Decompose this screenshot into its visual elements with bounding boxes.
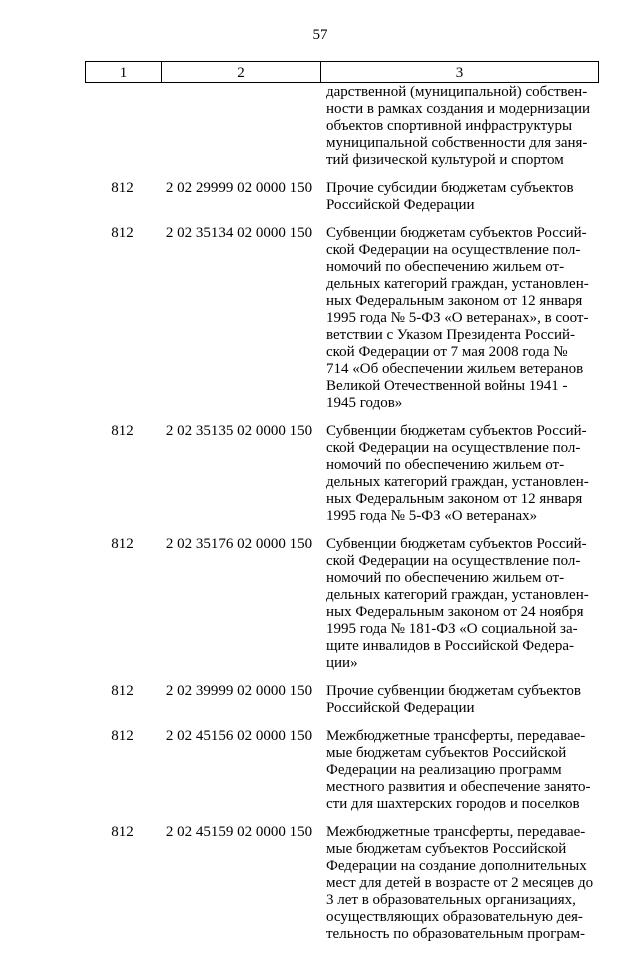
table-row (85, 728, 599, 813)
header-row (86, 62, 599, 83)
description-cell: Субвенции бюджетам субъектов Россий- ской Федерации на осуществление пол- номочий по обеспечению жильем от- дельных категорий граждан, установлен- ных Федеральным законом от 12 января 1995 года № 5-ФЗ «О ветеранах», в соот- ветствии с Указом Президента Россий- ской Федерации от 7 мая 2008 года № 714 «Об обеспечении жильем ветеранов Великой Отечественной войны 1941 - 1945 годов» (326, 225, 589, 411)
budget-code-cell: 2 02 35176 02 0000 150 (165, 536, 313, 552)
budget-code-cell: 2 02 29999 02 0000 150 (165, 180, 313, 196)
admin-code-cell: 812 (111, 225, 134, 241)
header-col-3: 3 (321, 62, 599, 83)
description-cell: Межбюджетные трансферты, передавае- мые бюджетам субъектов Российской Федерации на создание дополнительных мест для детей в возрасте от 2 месяцев до 3 лет в образовательных организациях, осуществляющих образовательную дея- тельность по образовательным програм- (326, 824, 594, 942)
table-row (85, 84, 599, 169)
description-cell: дарственной (муниципальной) собствен- ности в рамках создания и модернизации объектов спортивной инфраструктуры муниципальной собственности для заня- тий физической культурой и спортом (326, 84, 590, 168)
table-body (85, 84, 599, 954)
admin-code-cell: 812 (111, 423, 134, 439)
admin-code-cell: 812 (111, 536, 134, 552)
description-cell: Прочие субсидии бюджетам субъектов Российской Федерации (326, 180, 574, 213)
table-row (85, 225, 599, 412)
table-row (85, 824, 599, 943)
table-row (85, 180, 599, 214)
table-row (85, 423, 599, 525)
description-cell: Субвенции бюджетам субъектов Россий- ской Федерации на осуществление пол- номочий по обеспечению жильем от- дельных категорий граждан, установлен- ных Федеральным законом от 12 января 1995 года № 5-ФЗ «О ветеранах» (326, 423, 589, 524)
budget-code-cell: 2 02 35134 02 0000 150 (165, 225, 313, 241)
header-col-1: 1 (86, 62, 162, 83)
budget-code-cell: 2 02 35135 02 0000 150 (165, 423, 313, 439)
admin-code-cell (85, 84, 160, 169)
header-col-2: 2 (162, 62, 321, 83)
page-number: 57 (312, 27, 328, 43)
admin-code-cell: 812 (111, 180, 134, 196)
table-header (85, 61, 599, 83)
budget-code-cell (160, 84, 318, 169)
table-row (85, 536, 599, 672)
admin-code-cell: 812 (111, 728, 134, 744)
budget-code-cell: 2 02 45159 02 0000 150 (165, 824, 313, 840)
description-cell: Прочие субвенции бюджетам субъектов Российской Федерации (326, 683, 581, 716)
description-cell: Субвенции бюджетам субъектов Россий- ской Федерации на осуществление пол- номочий по обеспечению жильем от- дельных категорий граждан, установлен- ных Федеральным законом от 24 ноября 1995 года № 181-ФЗ «О социальной за- щите инвалидов в Российской Федера- ции» (326, 536, 589, 671)
budget-code-cell: 2 02 45156 02 0000 150 (165, 728, 313, 744)
admin-code-cell: 812 (111, 824, 134, 840)
admin-code-cell: 812 (111, 683, 134, 699)
table-row (85, 683, 599, 717)
description-cell: Межбюджетные трансферты, передавае- мые бюджетам субъектов Российской Федерации на реализацию программ местного развития и обеспечение занято- сти для шахтерских городов и поселков (326, 728, 591, 812)
budget-code-cell: 2 02 39999 02 0000 150 (165, 683, 313, 699)
